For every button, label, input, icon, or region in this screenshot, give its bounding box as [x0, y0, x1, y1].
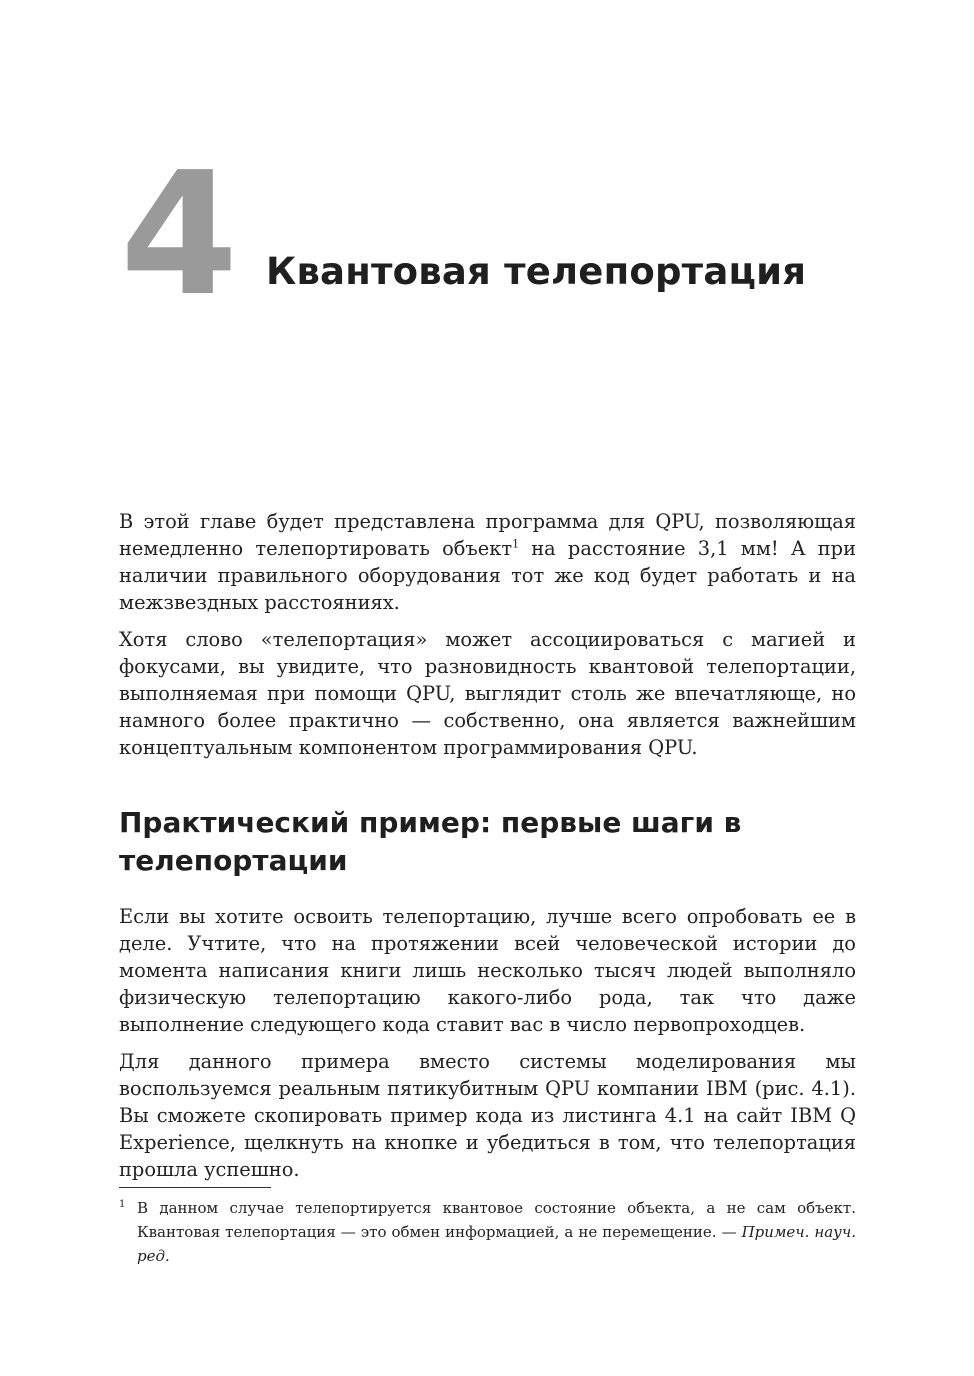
intro-paragraph-1	[119, 508, 856, 616]
intro-paragraph-1-continuation: на расстояние 3,1 мм! А при наличии правильного оборудования тот же код будет работать и на межзвездных расстояниях.	[119, 537, 856, 614]
section-body	[119, 903, 856, 1183]
footnote-reference[interactable]: 1	[512, 537, 520, 551]
footnote-body: В данном случае телепортируется квантовое состояние объекта, а не сам объект. Квантовая телепортация — это обмен информацией, а не перемещение. —	[137, 1199, 856, 1241]
chapter-title: Квантовая телепортация	[266, 250, 807, 293]
intro-paragraph-2: Хотя слово «телепортация» может ассоциироваться с магией и фокусами, вы увидите, что разновидность квантовой телепортации, выполняемая при помощи QPU, выглядит столь же впечатляюще, но намного более практично — собственно, она является важнейшим концептуальным компонентом программирования QPU.	[119, 628, 856, 759]
section-paragraph-1: Если вы хотите освоить телепортацию, лучше всего опробовать ее в деле. Учтите, что на протяжении всей человеческой истории до момента написания книги лишь несколько тысяч людей выполняло физическую телепортацию какого-либо рода, так что даже выполнение следующего кода ставит вас в число первопроходцев.	[119, 905, 856, 1036]
chapter-number: 4	[120, 136, 239, 334]
intro-section	[119, 508, 856, 761]
footnote	[119, 1196, 856, 1268]
footnote-text	[119, 1196, 856, 1268]
footnote-marker: 1	[119, 1199, 126, 1210]
section-paragraph-2: Для данного примера вместо системы моделирования мы воспользуемся реальным пятикубитным QPU компании IBM (рис. 4.1). Вы сможете скопировать пример кода из листинга 4.1 на сайт IBM Q Experience, щелкнуть на кнопке и убедиться в том, что телепортация прошла успешно.	[119, 1050, 856, 1181]
footnote-divider	[119, 1187, 271, 1188]
intro-paragraph-1-text: В этой главе будет представлена программа для QPU, позволяющая немедленно телепортировать объект	[119, 510, 856, 560]
section-heading: Практический пример: первые шаги в телепортации	[119, 806, 742, 877]
footnote-attribution: Примеч. науч. ред.	[137, 1223, 856, 1265]
